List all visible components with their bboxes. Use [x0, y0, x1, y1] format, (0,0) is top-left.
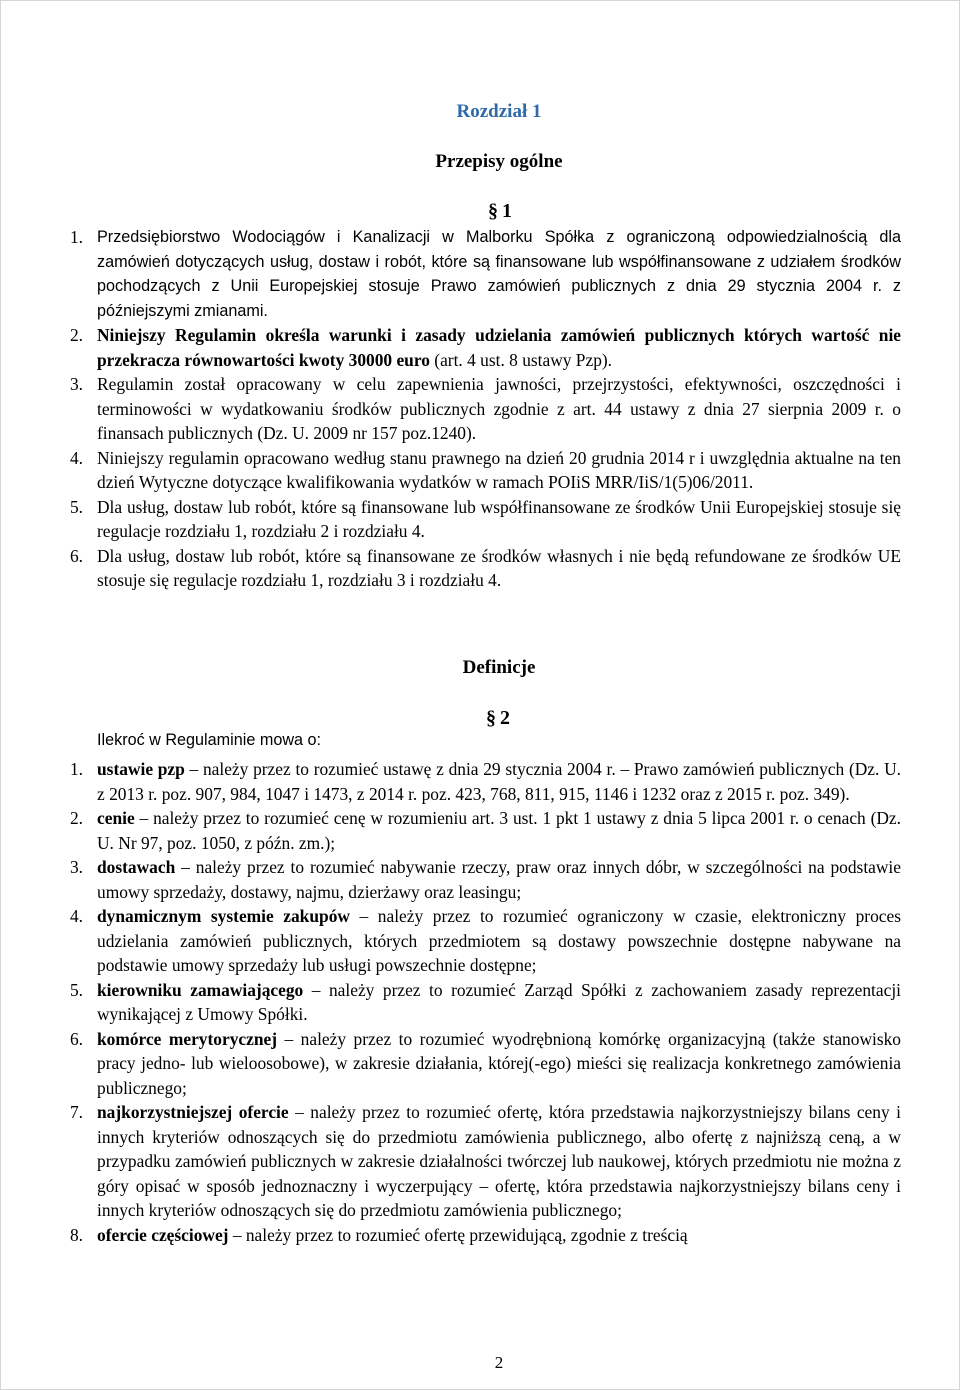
definitions-title: Definicje [462, 657, 536, 678]
definition-item [1, 757, 960, 806]
item-bold-text: Niniejszy Regulamin określa warunki i zasady udzielania zamówień publicznych których wartość nie przekracza równowartości kwoty 30000 euro [97, 325, 901, 370]
definition-text: – należy przez to rozumieć ustawę z dnia 29 stycznia 2004 r. – Prawo zamówień publicznych (Dz. U. z 2013 r. poz. 907, 984, 1047 i 1473, z 2014 r. poz. 423, 768, 811, 915, 1146 i 1232 oraz z 2015 r. poz. 349). [97, 759, 901, 804]
definition-text: – należy przez to rozumieć Zarząd Spółki z zachowaniem zasady reprezentacji wynikającej z Umowy Spółki. [97, 979, 901, 1024]
definition-text: – należy przez to rozumieć ograniczony w czasie, elektroniczny proces udzielania zamówień publicznych, których przedmiotem są dostawy powszechnie dostępne nabywane na podstawie umowy sprzedaży lub usługi powszechnie dostępne; [97, 906, 901, 975]
section-mark-1: § 1 [487, 200, 512, 222]
definition-item [1, 1100, 960, 1223]
definition-item [1, 1223, 960, 1248]
item-text-container [97, 855, 901, 904]
chapter-title: Rozdział 1 [456, 101, 542, 122]
item-text: (art. 4 ust. 8 ustawy Pzp). [429, 349, 613, 370]
item-number: 1. [69, 227, 83, 247]
definition-text: – należy przez to rozumieć nabywanie rzeczy, praw oraz innych dóbr, w szczególności na podstawie umowy sprzedaży, dostawy, najmu, dzierżawy oraz leasingu; [97, 857, 901, 902]
list-item [1, 495, 960, 544]
definitions-intro: Ilekroć w Regulaminie mowa o: [97, 731, 322, 749]
item-number: 4. [69, 906, 83, 926]
definition-term: dostawach [97, 857, 176, 877]
item-text-container [97, 806, 901, 855]
list-item [1, 544, 960, 593]
list-item [1, 446, 960, 495]
item-number: 4. [69, 447, 83, 468]
item-number: 6. [69, 545, 83, 566]
item-number: 5. [69, 496, 83, 517]
item-text: Regulamin został opracowany w celu zapewnienia jawności, przejrzystości, efektywności, oszczędności i terminowości w wydatkowaniu środków publicznych zgodnie z art. 44 ustawy z dnia 27 sierpnia 2009 r. o finansach publicznych (Dz. U. 2009 nr 157 poz.1240). [97, 374, 901, 443]
item-text-container [97, 757, 901, 806]
item-text-container [97, 1223, 901, 1248]
definition-item [1, 1027, 960, 1101]
definition-term: ofercie częściowej [97, 1224, 229, 1245]
definition-term: cenie [97, 808, 135, 828]
item-text: Przedsiębiorstwo Wodociągów i Kanalizacji w Malborku Spółka z ograniczoną odpowiedzialnością dla zamówień dotyczących usług, dostaw i robót, które są finansowane lub współfinansowane z udziałem środków pochodzących z Unii Europejskiej stosuje Prawo zamówień publicznych z dnia 29 stycznia 2004 r. z późniejszymi zmianami. [97, 228, 901, 320]
definitions-list [1, 757, 960, 1247]
item-number: 2. [69, 808, 83, 828]
item-text: Dla usług, dostaw lub robót, które są finansowane ze środków własnych i nie będą refundowane ze środków UE stosuje się regulacje rozdziału 1, rozdziału 3 i rozdziału 4. [97, 545, 901, 590]
general-provisions-list [1, 225, 960, 593]
definition-text: – należy przez to rozumieć ofertę, która przedstawia najkorzystniejszy bilans ceny i innych kryteriów odnoszących się do przedmiotu zamówienia publicznego, albo ofertę z najniższą ceną, a w przypadku zamówień publicznych w zakresie działalności twórczej lub naukowej, których przedmiotu nie można z góry opisać w sposób jednoznaczny i wyczerpujący – ofertę, która przedstawia najkorzystniejszy bilans ceny i innych kryteriów odnoszących się do przedmiotu zamówienia publicznego; [97, 1102, 901, 1220]
item-text-container [97, 1100, 901, 1223]
item-number: 7. [69, 1102, 83, 1122]
item-text: Niniejszy regulamin opracowano według stanu prawnego na dzień 20 grudnia 2014 r i uwzględnia aktualne na ten dzień Wytyczne dotyczące kwalifikowania wydatków w ramach POIiS MRR/IiS/1(5)06/2011. [97, 447, 901, 492]
definition-term: ustawie pzp [97, 759, 185, 779]
definition-item [1, 978, 960, 1027]
item-text-container [97, 978, 901, 1027]
chapter-subtitle: Przepisy ogólne [435, 151, 563, 172]
definition-term: najkorzystniejszej ofercie [97, 1102, 289, 1122]
item-number: 6. [69, 1028, 83, 1049]
item-number: 1. [69, 759, 83, 779]
item-number: 8. [69, 1224, 83, 1245]
item-number: 3. [69, 857, 83, 877]
list-item [1, 323, 960, 372]
definition-item [1, 806, 960, 855]
item-text-container [97, 904, 901, 978]
definition-item [1, 855, 960, 904]
definition-item [1, 904, 960, 978]
section-mark-number: 1 [502, 200, 512, 222]
definition-term: komórce merytorycznej [97, 1028, 278, 1049]
list-item [1, 372, 960, 446]
definition-term: dynamicznym systemie zakupów [97, 906, 350, 926]
item-number: 5. [69, 979, 83, 1000]
page-number: 2 [494, 1353, 504, 1372]
definition-text: – należy przez to rozumieć cenę w rozumieniu art. 3 ust. 1 pkt 1 ustawy z dnia 5 lipca 2001 r. o cenach (Dz. U. Nr 97, poz. 1050, z późn. zm.); [97, 808, 901, 853]
definition-term: kierowniku zamawiającego [97, 979, 304, 1000]
section-mark-number: 2 [500, 707, 510, 729]
item-text-container [97, 1027, 901, 1101]
definition-text: – należy przez to rozumieć wyodrębnioną komórkę organizacyjną (także stanowisko pracy jedno- lub wieloosobowe), w zakresie działania, której(-ego) mieści się realizacja konkretnego zamówienia publicznego; [97, 1028, 901, 1098]
item-text-container [97, 323, 901, 372]
definition-text: – należy przez to rozumieć ofertę przewidującą, zgodnie z treścią [228, 1224, 688, 1245]
list-item [1, 225, 960, 323]
item-number: 2. [69, 325, 83, 345]
item-text: Dla usług, dostaw lub robót, które są finansowane lub współfinansowane ze środków Unii Europejskiej stosuje się regulacje rozdziału 1, rozdziału 2 i rozdziału 4. [97, 496, 901, 541]
section-mark-2: § 2 [485, 707, 510, 729]
item-number: 3. [69, 374, 83, 394]
